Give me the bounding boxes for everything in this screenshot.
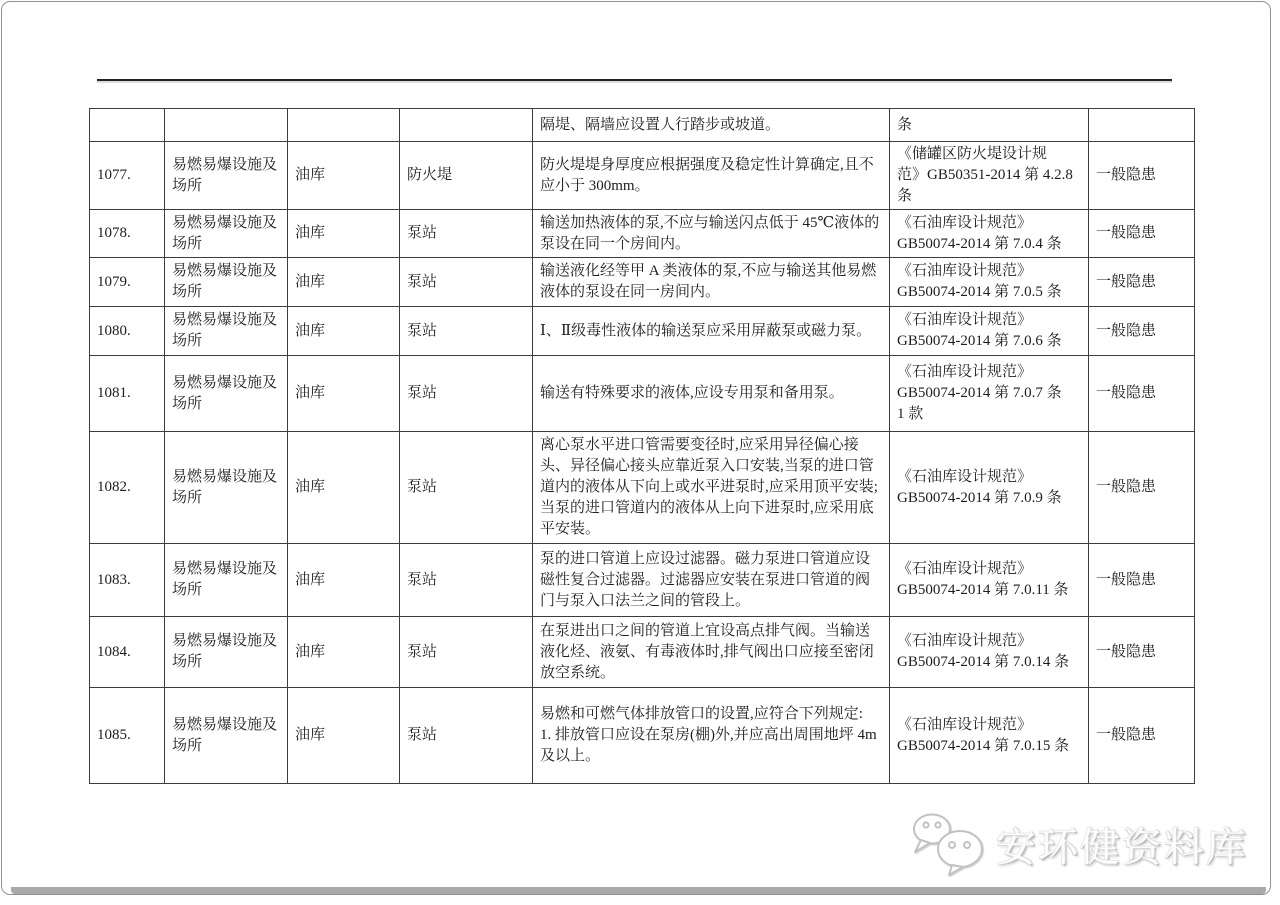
- cell-number: 1077.: [90, 142, 165, 210]
- cell-site: [288, 109, 400, 142]
- cell-level: 一般隐患: [1089, 142, 1195, 210]
- cell-level: 一般隐患: [1089, 688, 1195, 784]
- cell-category: 易燃易爆设施及场所: [165, 258, 288, 307]
- page-frame: [1, 1, 1271, 895]
- cell-number: 1080.: [90, 307, 165, 356]
- cell-site: 油库: [288, 544, 400, 617]
- cell-level: 一般隐患: [1089, 258, 1195, 307]
- cell-description: 离心泵水平进口管需要变径时,应采用异径偏心接头、异径偏心接头应靠近泵入口安装,当泵的进口管道内的液体从下向上或水平进泵时,应采用顶平安装;当泵的进口管道内的液体从上向下进泵时,应采用底平安装。: [533, 432, 890, 544]
- cell-level: 一般隐患: [1089, 617, 1195, 688]
- cell-level: 一般隐患: [1089, 307, 1195, 356]
- cell-basis: 《储罐区防火堤设计规 范》GB50351-2014 第 4.2.8 条: [890, 142, 1089, 210]
- cell-category: 易燃易爆设施及场所: [165, 617, 288, 688]
- table-row: [90, 432, 1195, 544]
- cell-description: 隔堤、隔墙应设置人行踏步或坡道。: [533, 109, 890, 142]
- cell-part: 泵站: [400, 356, 533, 432]
- cell-number: 1084.: [90, 617, 165, 688]
- table-row: [90, 307, 1195, 356]
- cell-level: 一般隐患: [1089, 432, 1195, 544]
- cell-part: 泵站: [400, 258, 533, 307]
- cell-basis: 《石油库设计规范》 GB50074-2014 第 7.0.14 条: [890, 617, 1089, 688]
- table-row: [90, 142, 1195, 210]
- cell-level: 一般隐患: [1089, 356, 1195, 432]
- table-row: [90, 688, 1195, 784]
- page-bottom-shadow: [11, 887, 1266, 894]
- cell-description: 泵的进口管道上应设过滤器。磁力泵进口管道应设磁性复合过滤器。过滤器应安装在泵进口管道的阀门与泵入口法兰之间的管段上。: [533, 544, 890, 617]
- cell-site: 油库: [288, 258, 400, 307]
- cell-part: 防火堤: [400, 142, 533, 210]
- table-row: [90, 109, 1195, 142]
- cell-basis: 条: [890, 109, 1089, 142]
- cell-category: 易燃易爆设施及场所: [165, 307, 288, 356]
- cell-part: 泵站: [400, 432, 533, 544]
- cell-part: 泵站: [400, 688, 533, 784]
- cell-level: 一般隐患: [1089, 544, 1195, 617]
- cell-description: 输送加热液体的泵,不应与输送闪点低于 45℃液体的泵设在同一个房间内。: [533, 210, 890, 258]
- cell-basis: 《石油库设计规范》 GB50074-2014 第 7.0.15 条: [890, 688, 1089, 784]
- table-row: [90, 617, 1195, 688]
- cell-part: 泵站: [400, 617, 533, 688]
- cell-description: 易燃和可燃气体排放管口的设置,应符合下列规定: 1. 排放管口应设在泵房(棚)外,并应高出周围地坪 4m 及以上。: [533, 688, 890, 784]
- cell-category: 易燃易爆设施及场所: [165, 544, 288, 617]
- cell-description: 输送液化经等甲 A 类液体的泵,不应与输送其他易燃液体的泵设在同一房间内。: [533, 258, 890, 307]
- cell-number: 1085.: [90, 688, 165, 784]
- cell-site: 油库: [288, 210, 400, 258]
- cell-category: 易燃易爆设施及场所: [165, 356, 288, 432]
- table-row: [90, 544, 1195, 617]
- table-row: [90, 356, 1195, 432]
- cell-number: 1083.: [90, 544, 165, 617]
- cell-site: 油库: [288, 432, 400, 544]
- cell-description: 在泵进出口之间的管道上宜设高点排气阀。当输送液化烃、液氨、有毒液体时,排气阀出口应接至密闭放空系统。: [533, 617, 890, 688]
- cell-basis: 《石油库设计规范》 GB50074-2014 第 7.0.5 条: [890, 258, 1089, 307]
- cell-part: [400, 109, 533, 142]
- cell-site: 油库: [288, 307, 400, 356]
- cell-number: 1078.: [90, 210, 165, 258]
- cell-basis: 《石油库设计规范》 GB50074-2014 第 7.0.11 条: [890, 544, 1089, 617]
- cell-category: 易燃易爆设施及场所: [165, 432, 288, 544]
- wechat-icon: [908, 812, 990, 876]
- cell-part: 泵站: [400, 210, 533, 258]
- cell-number: 1082.: [90, 432, 165, 544]
- cell-site: 油库: [288, 617, 400, 688]
- cell-category: 易燃易爆设施及场所: [165, 210, 288, 258]
- cell-basis: 《石油库设计规范》 GB50074-2014 第 7.0.4 条: [890, 210, 1089, 258]
- cell-number: [90, 109, 165, 142]
- watermark: [908, 812, 1248, 876]
- cell-basis: 《石油库设计规范》 GB50074-2014 第 7.0.7 条 1 款: [890, 356, 1089, 432]
- cell-number: 1081.: [90, 356, 165, 432]
- cell-basis: 《石油库设计规范》 GB50074-2014 第 7.0.6 条: [890, 307, 1089, 356]
- hazard-inspection-table: [89, 108, 1195, 784]
- cell-part: 泵站: [400, 544, 533, 617]
- cell-number: 1079.: [90, 258, 165, 307]
- cell-description: 防火堤堤身厚度应根据强度及稳定性计算确定,且不应小于 300mm。: [533, 142, 890, 210]
- cell-level: [1089, 109, 1195, 142]
- header-divider: [97, 79, 1172, 81]
- cell-category: 易燃易爆设施及场所: [165, 688, 288, 784]
- table-row: [90, 210, 1195, 258]
- cell-category: [165, 109, 288, 142]
- cell-site: 油库: [288, 688, 400, 784]
- cell-description: 输送有特殊要求的液体,应设专用泵和备用泵。: [533, 356, 890, 432]
- cell-level: 一般隐患: [1089, 210, 1195, 258]
- table-row: [90, 258, 1195, 307]
- watermark-text: 安环健资料库: [996, 824, 1248, 870]
- cell-site: 油库: [288, 142, 400, 210]
- cell-basis: 《石油库设计规范》 GB50074-2014 第 7.0.9 条: [890, 432, 1089, 544]
- cell-description: Ⅰ、Ⅱ级毒性液体的输送泵应采用屏蔽泵或磁力泵。: [533, 307, 890, 356]
- cell-category: 易燃易爆设施及场所: [165, 142, 288, 210]
- cell-part: 泵站: [400, 307, 533, 356]
- cell-site: 油库: [288, 356, 400, 432]
